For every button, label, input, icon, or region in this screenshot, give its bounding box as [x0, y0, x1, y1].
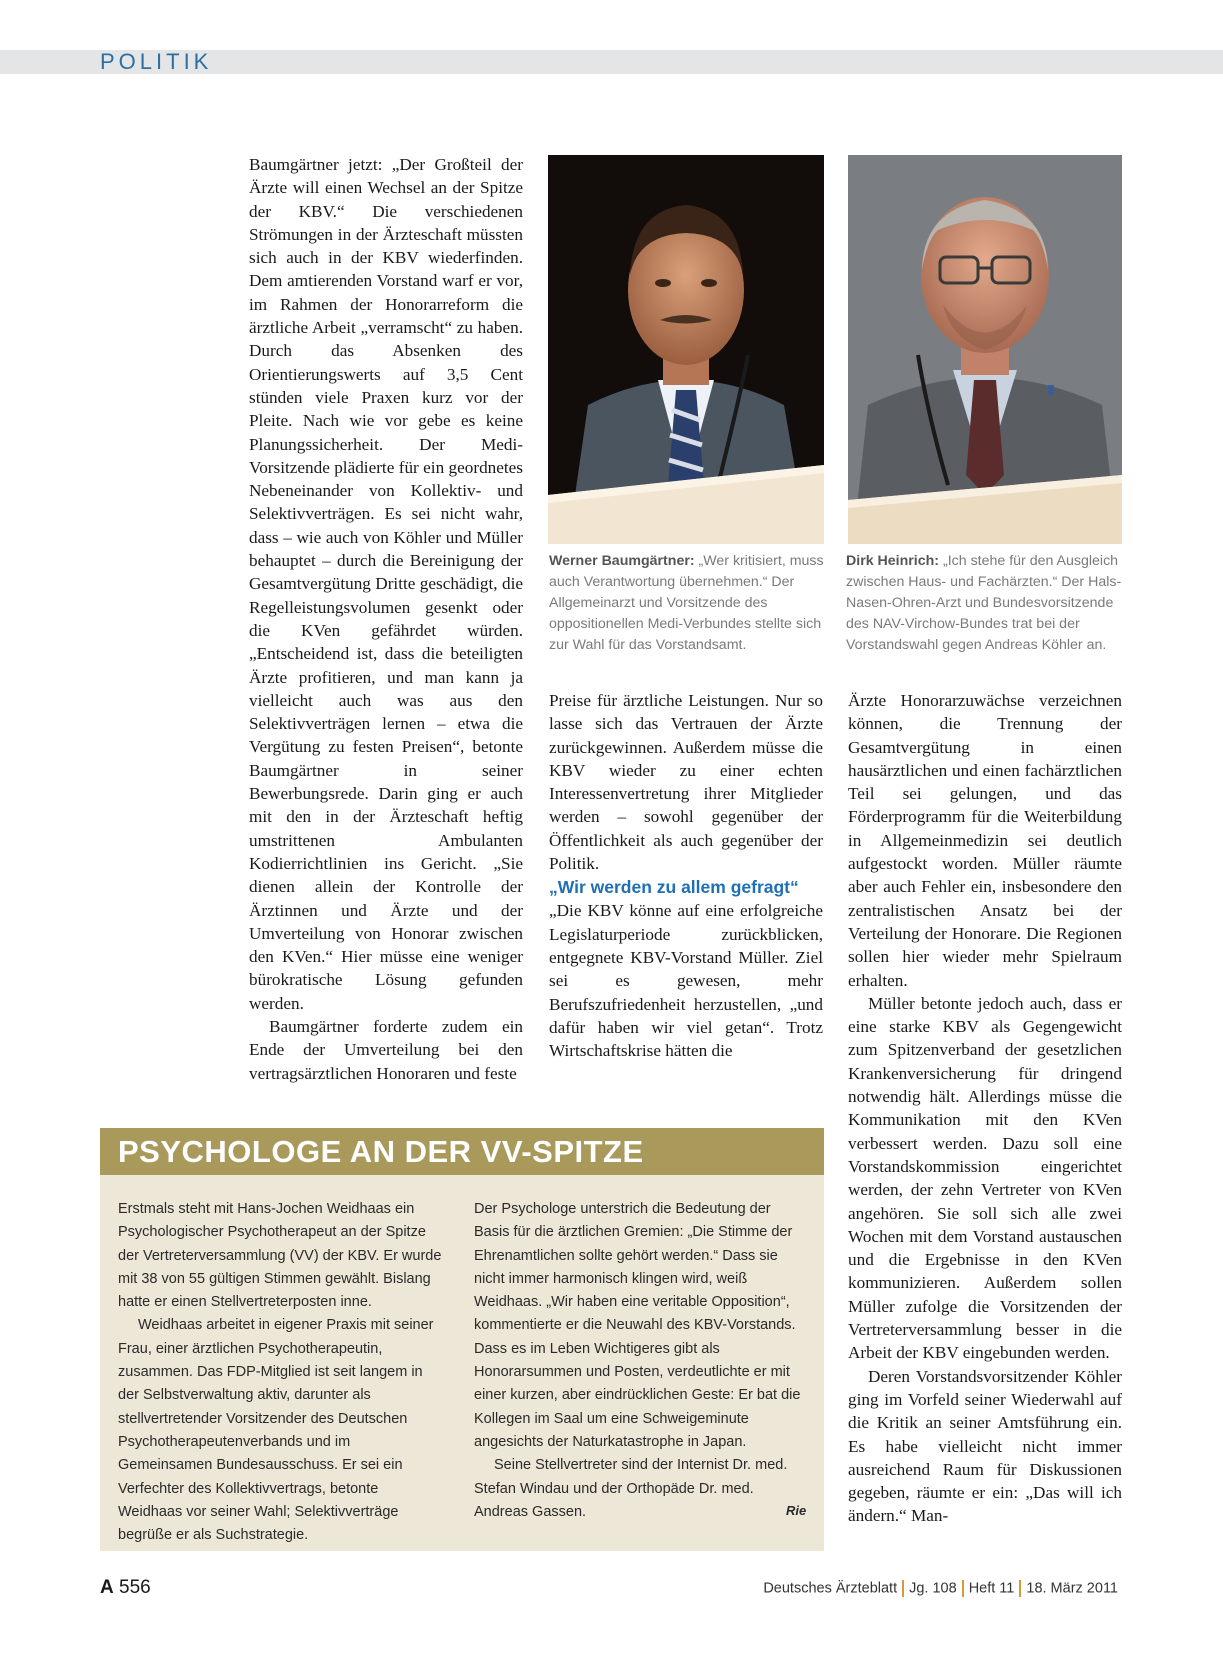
paragraph: Preise für ärztliche Leistungen. Nur so lasse sich das Vertrauen der Ärzte zurückgewinnen. Außerdem müsse die KBV wieder zu einer echten Interessenvertretung ihrer Mitglieder werden – sowohl gegenüber der Öffentlichkeit als auch gegenüber der Politik.: [549, 691, 823, 874]
paragraph: Baumgärtner forderte zudem ein Ende der Umverteilung bei den vertragsärztlichen Honoraren und feste: [249, 1016, 523, 1083]
journal-name: Deutsches Ärzteblatt: [763, 1580, 898, 1597]
info-box-title: PSYCHOLOGE AN DER VV-SPITZE: [118, 1134, 644, 1169]
footer-citation: [763, 1580, 1118, 1597]
paragraph: Weidhaas arbeitet in eigener Praxis mit seiner Frau, einer ärztlichen Psychotherapeutin, zusammen. Das FDP-Mitglied ist seit langem in der Selbstverwaltung aktiv, darunter als stellvertretender Vorsitzender des Deutschen Psychotherapeutenverbands und im Gemeinsamen Bundesausschuss. Er sei ein Verfechter des Kollektivvertrags, betonte Weidhaas vor seiner Wahl; Selektivverträge begrüße er als Suchstrategie.: [118, 1317, 434, 1544]
info-box-column-2: [474, 1198, 808, 1524]
section-label: POLITIK: [100, 49, 213, 74]
subheading: „Wir werden zu allem gefragt“: [549, 877, 799, 898]
photo-caption-2: [846, 551, 1126, 656]
separator: [902, 1580, 904, 1597]
photo-dirk-heinrich: [848, 155, 1122, 544]
article-column-3: [848, 689, 1122, 1528]
author-signature: Rie: [786, 1503, 807, 1518]
paragraph: Erstmals steht mit Hans-Jochen Weidhaas ein Psychologischer Psychotherapeut an der Spitze der Vertreterversammlung (VV) der KBV. Er wurde mit 38 von 55 gültigen Stimmen gewählt. Bislang hatte er einen Stellvertreterposten inne.: [118, 1201, 442, 1311]
issue: Heft 11: [968, 1580, 1015, 1597]
paragraph: Der Psychologe unterstrich die Bedeutung der Basis für die ärztlichen Gremien: „Die Stimme der Ehrenamtlichen sollte gehört werden.“ Dass sie nicht immer harmonisch klingen wird, weiß Weidhaas. „Wir haben eine veritable Opposition“, kommentierte er die Neuwahl des KBV-Vorstands. Dass es im Leben Wichtigeres gibt als Honorarsummen und Posten, verdeutlichte er mit einer kurzen, aber eindrücklichen Geste: Er bat die Kollegen im Saal um eine Schweigeminute angesichts der Naturkatastrophe in Japan.: [474, 1201, 801, 1450]
issue-date: 18. März 2011: [1026, 1580, 1118, 1597]
article-column-2: [549, 689, 823, 1062]
caption-name: Dirk Heinrich:: [846, 553, 940, 569]
caption-text: „Ich stehe für den Ausgleich zwischen Haus- und Fachärzten.“ Der Hals-Nasen-Ohren-Arzt und Bundesvorsitzende des NAV-Virchow-Bundes trat bei der Vorstandswahl gegen Andreas Köhler an.: [846, 553, 1122, 653]
paragraph: Deren Vorstandsvorsitzender Köhler ging im Vorfeld seiner Wiederwahl auf die Kritik an seiner Amtsführung ein. Es habe vielleicht nicht immer ausreichend Raum für Diskussionen gegeben, räumte er ein: „Das will ich ändern.“ Man-: [848, 1366, 1122, 1526]
photo-werner-baumgaertner: [548, 155, 824, 544]
portrait-illustration: [548, 155, 824, 544]
paragraph: Seine Stellvertreter sind der Internist Dr. med. Stefan Windau und der Orthopäde Dr. med. Andreas Gassen.: [474, 1457, 788, 1520]
paragraph: Baumgärtner jetzt: „Der Großteil der Ärzte will einen Wechsel an der Spitze der KBV.“ Die verschiedenen Strömungen in der Ärzteschaft müssten sich auch in der KBV wiederfinden. Dem amtierenden Vorstand warf er vor, im Rahmen der Honorarreform die ärztliche Arbeit „verramscht“ zu haben. Durch das Absenken des Orientierungswerts auf 3,5 Cent stünden viele Praxen kurz vor der Pleite. Nach wie vor gebe es keine Planungssicherheit. Der Medi-Vorsitzende plädierte für ein geordnetes Nebeneinander von Kollektiv- und Selektivverträgen. Es sei nicht wahr, dass – wie auch von Köhler und Müller behauptet – durch die Bereinigung der Gesamtvergütung Dritte geschädigt, die Regelleistungsvolumen gesenkt oder die KVen gefährdet würden. „Entscheidend ist, dass die beteiligten Ärzte profitieren, und man kann ja vielleicht auch was aus den Selektivverträgen lernen – etwa die Vergütung zu festen Preisen“, betonte Baumgärtner in seiner Bewerbungsrede. Darin ging er auch mit den in der Ärzteschaft heftig umstrittenen Ambulanten Kodierrichtlinien ins Gericht. „Sie dienen allein der Kontrolle der Ärztinnen und Ärzte und der Umverteilung von Honorar zwischen den KVen.“ Hier müsse eine weniger bürokratische Lösung gefunden werden.: [249, 155, 523, 1013]
separator: [1019, 1580, 1021, 1597]
page-letter: A: [100, 1577, 114, 1598]
photo-caption-1: [549, 551, 825, 656]
paragraph: Müller betonte jedoch auch, dass er eine starke KBV als Gegengewicht zum Spitzenverband der gesetzlichen Krankenversicherung für dringend notwendig hält. Allerdings müsse die Kommunikation mit den KVen verbessert werden. Dazu soll eine Vorstandskommission eingerichtet werden, der zehn Vertreter von KVen angehören. Sie soll sich alle zwei Wochen mit dem Vorstand austauschen und die Ergebnisse in den KVen kommunizieren. Außerdem sollen Müller zufolge die Vorsitzenden der Vertreterversammlung besser in die Arbeit der KBV eingebunden werden.: [848, 993, 1122, 1363]
separator: [962, 1580, 964, 1597]
caption-name: Werner Baumgärtner:: [549, 553, 695, 569]
caption-text: „Wer kritisiert, muss auch Verantwortung übernehmen.“ Der Allgemeinarzt und Vorsitzende des oppositionellen Medi-Verbundes stellte sich zur Wahl für das Vorstandsamt.: [549, 553, 824, 653]
paragraph: „Die KBV könne auf eine erfolgreiche Legislaturperiode zurückblicken, entgegnete KBV-Vorstand Müller. Ziel sei es gewesen, mehr Berufszufriedenheit herzustellen, „und dafür haben wir viel getan“. Trotz Wirtschaftskrise hätten die: [549, 901, 823, 1061]
page-number: [100, 1577, 151, 1599]
volume: Jg. 108: [909, 1580, 957, 1597]
article-column-1: [249, 153, 523, 1085]
info-box-column-1: [118, 1198, 444, 1547]
paragraph: Ärzte Honorarzuwächse verzeichnen können, die Trennung der Gesamtvergütung in einen hausärztlichen und einen fachärztlichen Teil sei gelungen, und das Förderprogramm für die Weiterbildung in Allgemeinmedizin sei deutlich aufgestockt worden. Müller räumte aber auch Fehler ein, insbesondere den zentralistischen Ansatz bei der Verteilung der Honorare. Die Regionen sollen hier wieder mehr Spielraum erhalten.: [848, 691, 1122, 990]
page-number-value: 556: [119, 1577, 151, 1598]
portrait-illustration: [848, 155, 1122, 544]
